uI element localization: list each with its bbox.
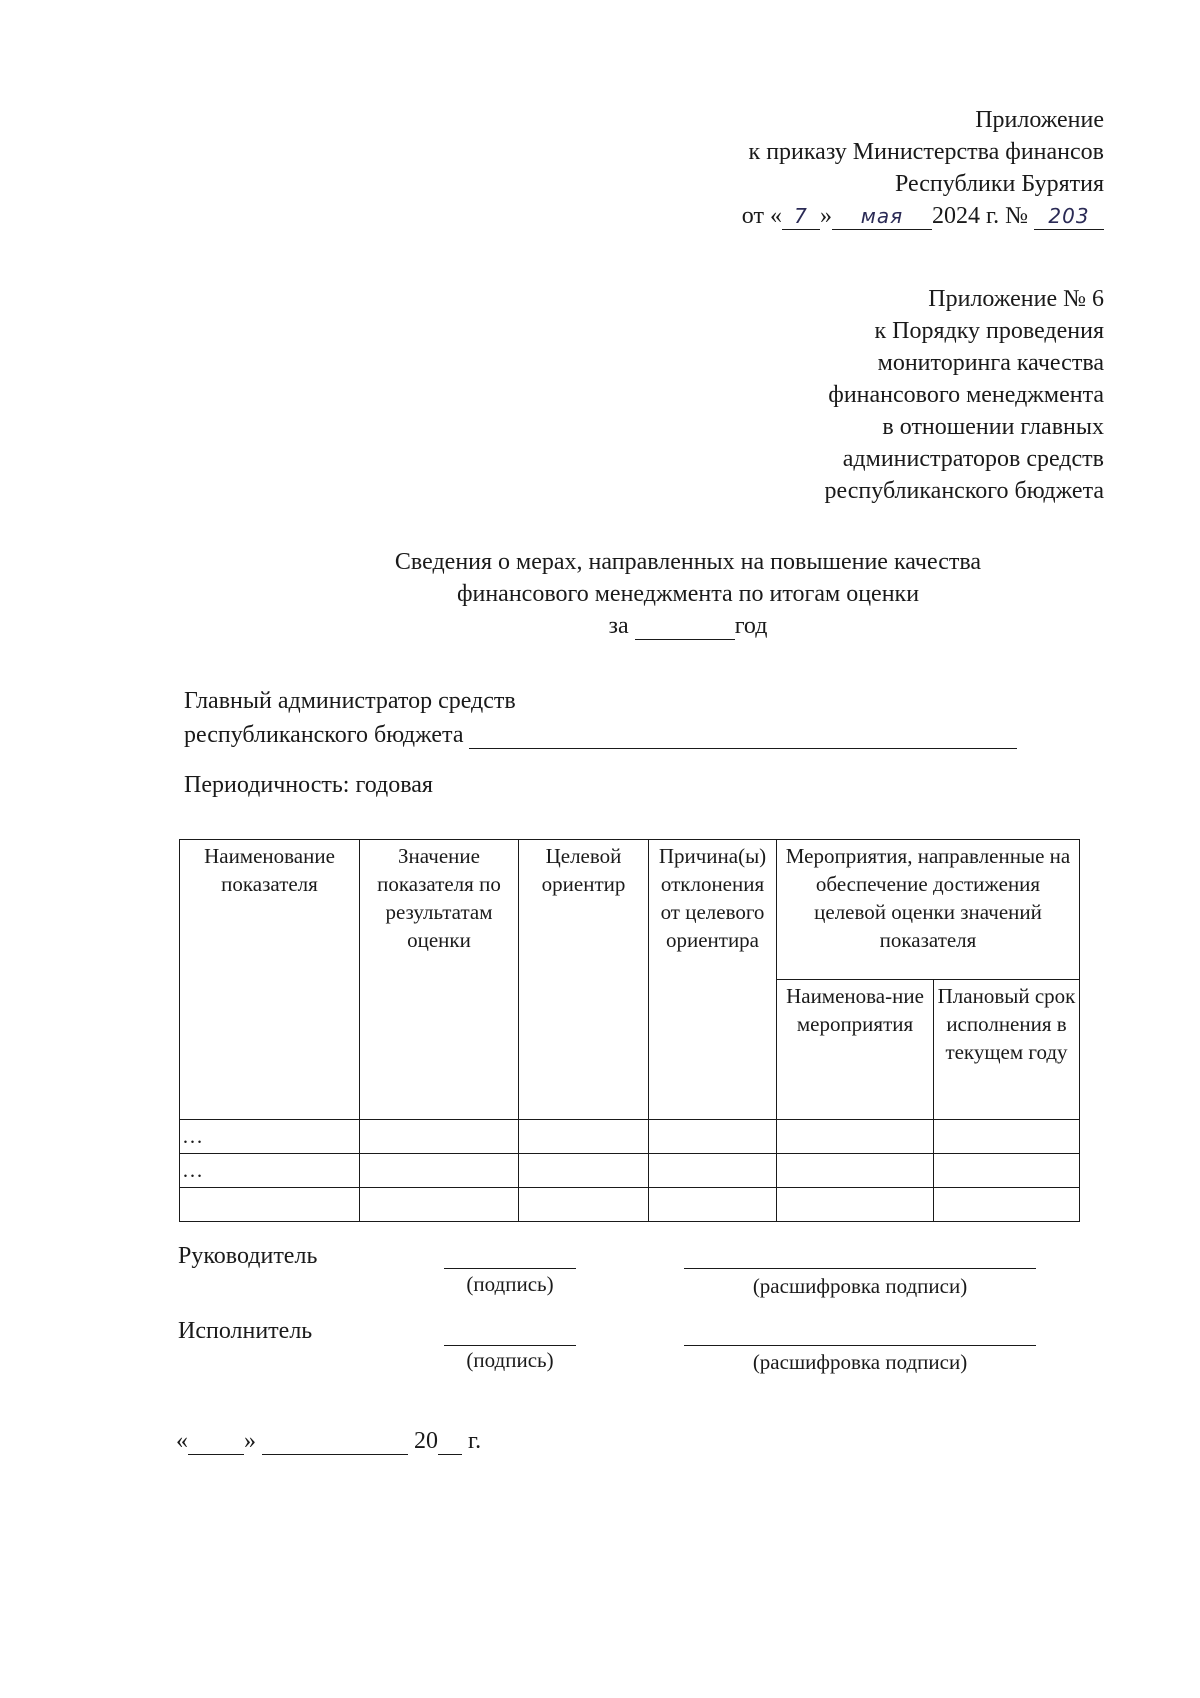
title-year-prefix: за (608, 613, 629, 639)
table-cell (649, 1154, 777, 1188)
appendix-line: администраторов средств (842, 446, 1104, 472)
footer-year-suffix: г. (468, 1428, 482, 1454)
footer-year-prefix: 20 (414, 1428, 438, 1454)
table-cell (934, 1154, 1080, 1188)
footer-month-blank (262, 1428, 408, 1455)
admin-line-2-row (184, 718, 1017, 752)
table-cell (649, 1120, 777, 1154)
admin-line-2: республиканского бюджета (184, 722, 464, 748)
footer-day-blank (188, 1428, 244, 1455)
measures-table (179, 839, 1080, 1222)
table-cell (360, 1154, 519, 1188)
appendix-line: мониторинга качества (877, 350, 1104, 376)
head-signature-caption: (подпись) (466, 1272, 554, 1296)
head-decode-line (684, 1268, 1036, 1269)
appendix-line: к Порядку проведения (874, 318, 1104, 344)
approval-date-line (742, 200, 1104, 232)
appendix-block (825, 283, 1104, 507)
table-cell (360, 1120, 519, 1154)
head-label: Руководитель (178, 1243, 318, 1269)
table-cell (519, 1120, 649, 1154)
appendix-line: республиканского бюджета (824, 478, 1104, 504)
approval-block (742, 104, 1104, 232)
table-cell: … (180, 1154, 360, 1188)
date-mid: » (819, 203, 832, 229)
header-indicator-name: Наименование показателя (180, 840, 360, 1120)
title-year-suffix: год (734, 613, 768, 639)
table-cell (777, 1154, 934, 1188)
footer-year-blank (438, 1428, 462, 1455)
date-month: мая (832, 203, 932, 230)
table-cell: … (180, 1120, 360, 1154)
header-planned-deadline: Плановый срок исполнения в текущем году (934, 980, 1080, 1120)
table-cell (180, 1188, 360, 1222)
table-cell (777, 1188, 934, 1222)
title-line-2: финансового менеджмента по итогам оценки (456, 581, 920, 607)
executor-signature-line (444, 1345, 576, 1346)
appendix-line: Приложение № 6 (928, 286, 1104, 312)
date-day: 7 (782, 203, 820, 230)
executor-decode-caption: (расшифровка подписи) (752, 1350, 968, 1374)
footer-close-quote: » (244, 1428, 256, 1454)
executor-signature-caption: (подпись) (466, 1348, 554, 1372)
header-measure-name: Наименова-ние мероприятия (777, 980, 934, 1120)
date-year: 2024 г. № (931, 203, 1028, 229)
admin-block (184, 684, 1017, 752)
appendix-line: финансового менеджмента (828, 382, 1104, 408)
head-signature-line (444, 1268, 576, 1269)
table-cell (934, 1188, 1080, 1222)
year-blank (635, 613, 735, 640)
approval-line-3: Республики Бурятия (895, 171, 1104, 197)
table-row (180, 1120, 1080, 1154)
admin-line-1: Главный администратор средств (184, 688, 516, 714)
table-cell (777, 1120, 934, 1154)
admin-name-blank (469, 722, 1017, 749)
header-measures-group: Мероприятия, направленные на обеспечение достижения целевой оценки значений показателя (777, 840, 1080, 980)
approval-line-2: к приказу Министерства финансов (748, 139, 1104, 165)
table-row (180, 1188, 1080, 1222)
table-cell (360, 1188, 519, 1222)
table-cell (934, 1120, 1080, 1154)
order-number: 203 (1034, 203, 1104, 230)
header-target: Целевой ориентир (519, 840, 649, 1120)
date-prefix: от « (741, 203, 782, 229)
head-decode-caption: (расшифровка подписи) (752, 1274, 968, 1298)
footer-date (176, 1428, 481, 1455)
executor-decode-line (684, 1345, 1036, 1346)
document-title (88, 546, 1200, 642)
table-row (180, 1154, 1080, 1188)
title-line-3 (88, 610, 1200, 642)
table-cell (519, 1154, 649, 1188)
table-cell (519, 1188, 649, 1222)
periodicity: Периодичность: годовая (184, 772, 433, 798)
executor-label: Исполнитель (178, 1318, 313, 1344)
header-indicator-value: Значение показателя по результатам оценки (360, 840, 519, 1120)
title-line-1: Сведения о мерах, направленных на повышение качества (394, 549, 982, 575)
header-deviation-reason: Причина(ы) отклонения от целевого ориентира (649, 840, 777, 1120)
approval-line-1: Приложение (975, 107, 1104, 133)
appendix-line: в отношении главных (882, 414, 1104, 440)
table-cell (649, 1188, 777, 1222)
footer-open-quote: « (176, 1428, 188, 1454)
